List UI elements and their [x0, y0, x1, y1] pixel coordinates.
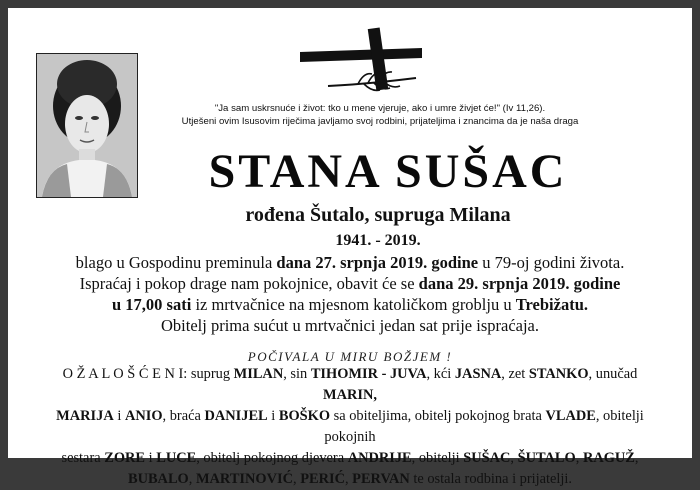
- maiden-name-line: rođena Šutalo, supruga Milana: [245, 204, 511, 226]
- deceased-name: STANA SUŠAC: [208, 145, 568, 198]
- mourners-line-1: O Ž A L O Š Ć E N I: suprug MILAN, sin TIHOMIR - JUVA, kći JASNA, zet STANKO, unučad MARIN,: [62, 366, 638, 403]
- quote-line-1: "Ja sam uskrsnuće i život: tko u mene vjeruje, ako i umre živjet će!" (Iv 11,26).: [214, 103, 546, 114]
- life-years: 1941. - 2019.: [335, 232, 421, 249]
- rest-in-peace-line: POČIVALA U MIRU BOŽJEM !: [247, 349, 453, 364]
- cross-with-palm-icon: [298, 26, 428, 101]
- mourners-list: [38, 364, 662, 490]
- announcement-line-3: u 17,00 sati iz mrtvačnice na mjesnom katoličkom groblju u Trebižatu.: [112, 295, 588, 314]
- announcement-line-2: Ispraćaj i pokop drage nam pokojnice, obavit će se dana 29. srpnja 2019. godine: [79, 274, 621, 293]
- mourners-line-2: MARIJA i ANIO, braća DANIJEL i BOŠKO sa obiteljima, obitelj pokojnog brata VLADE, obitelji pokojnih: [56, 408, 644, 445]
- mourners-line-3: sestara ZORE i LUCE, obitelj pokojnog djevera ANDRIJE, obitelji SUŠAC, ŠUTALO, RAGUŽ,: [61, 450, 639, 466]
- announcement-line-1: blago u Gospodinu preminula dana 27. srpnja 2019. godine u 79-oj godini života.: [75, 253, 625, 272]
- mourners-line-4: BUBALO, MARTINOVIĆ, PERIĆ, PERVAN te ostala rodbina i prijatelji.: [127, 471, 573, 487]
- announcement-text: [48, 252, 652, 336]
- portrait-photo: [36, 53, 138, 198]
- obituary-card: [8, 8, 692, 487]
- announcement-line-4: Obitelj prima sućut u mrtvačnici jedan sat prije ispraćaja.: [161, 316, 539, 335]
- bible-quote: [143, 102, 617, 128]
- quote-line-2: Utješeni ovim Isusovim riječima javljamo svoj rodbini, prijateljima i znancima da je naša draga: [181, 116, 579, 127]
